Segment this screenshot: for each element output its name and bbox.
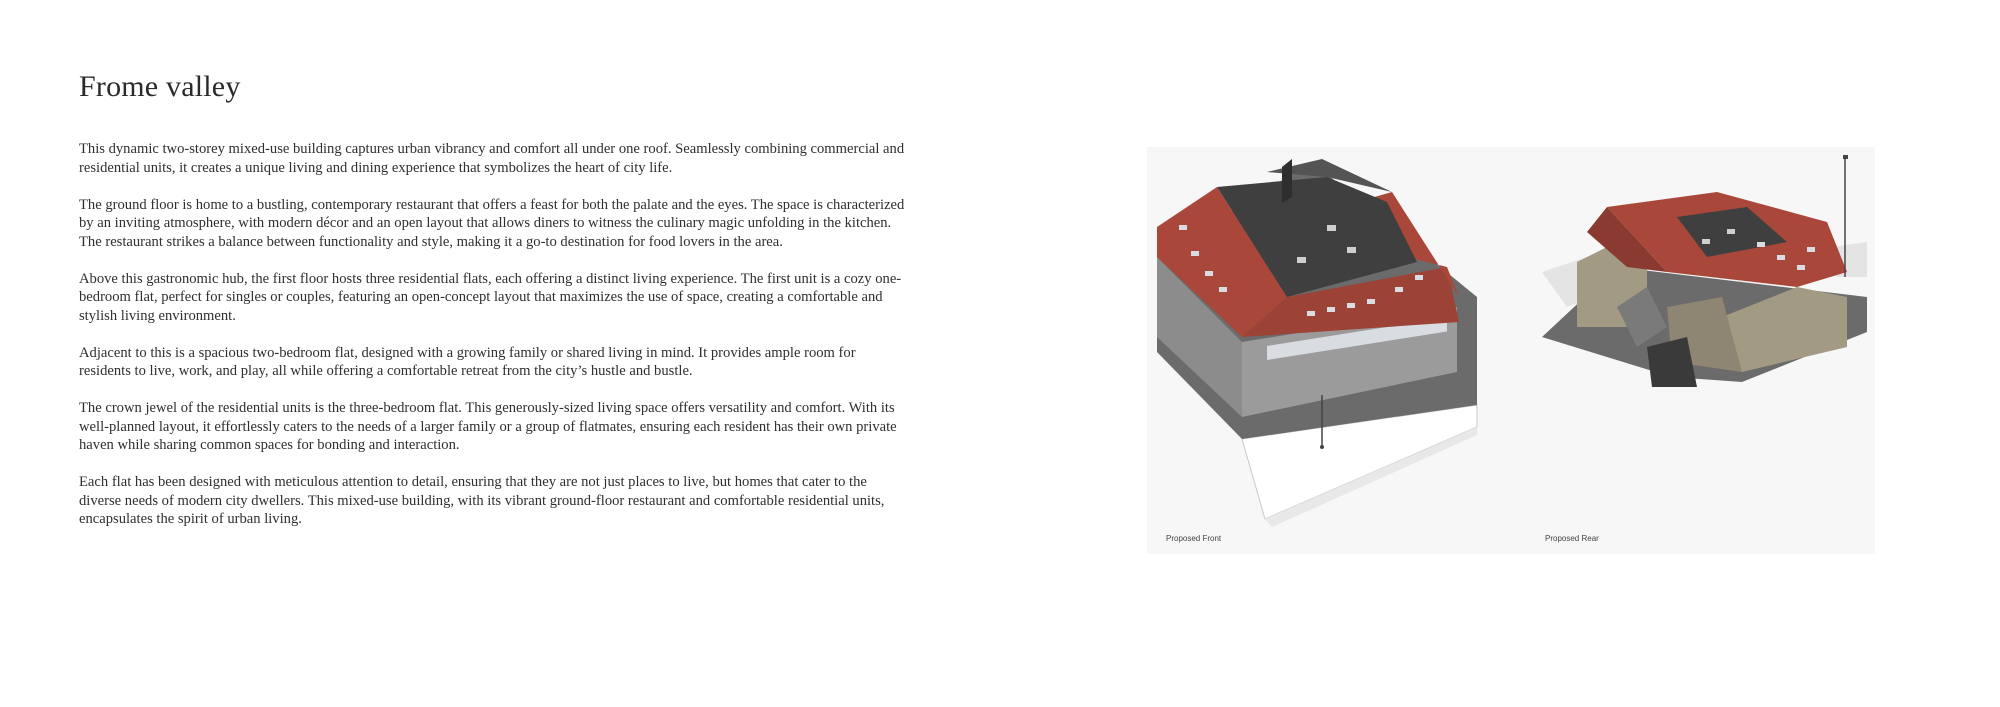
paragraph-two-bedroom: Adjacent to this is a spacious two-bedroom flat, designed with a growing family or shared living in mind. It provides ample room for residents to live, work, and play, all while offering a comfortable retreat from the city’s hustle and bustle. <box>79 344 856 379</box>
paragraph-three-bedroom: The crown jewel of the residential units is the three-bedroom flat. This generously-sized living space offers versatility and comfort. With its well-planned layout, it effortlessly caters to the needs of a larger family or a group of flatmates, ensuring each resident has their own private haven while sharing common spaces for bonding and interaction. <box>79 400 897 453</box>
paragraph-ground-floor: The ground floor is home to a bustling, contemporary restaurant that offers a feast for both the palate and the eyes. The space is characterized by an inviting atmosphere, with modern décor and an open layout that allows diners to witness the culinary magic unfolding in the kitchen. The restaurant strikes a balance between functionality and style, making it a go-to destination for food lovers in the area. <box>79 196 905 250</box>
building-renders-svg <box>1147 147 1875 554</box>
proposed-rear-render <box>1542 155 1867 387</box>
paragraph-first-floor: Above this gastronomic hub, the first floor hosts three residential flats, each offering a distinct living experience. The first unit is a cozy one-bedroom flat, perfect for singles or couples, featuring an open-concept layout that maximizes the use of space, creating a comfortable and stylish living environment. <box>79 270 902 324</box>
proposed-front-render <box>1157 159 1477 527</box>
body-text <box>79 140 909 547</box>
building-renders-panel <box>1147 147 1875 554</box>
caption-proposed-front: Proposed Front <box>1166 534 1222 543</box>
caption-proposed-rear: Proposed Rear <box>1545 534 1599 543</box>
front-chimney <box>1282 159 1292 203</box>
page-title: Frome valley <box>79 70 241 103</box>
paragraph-conclusion: Each flat has been designed with meticulous attention to detail, ensuring that they are not just places to live, but homes that cater to the diverse needs of modern city dwellers. This mixed-use building, with its vibrant ground-floor restaurant and comfortable residential units, encapsulates the spirit of urban living. <box>79 474 885 527</box>
paragraph-intro: This dynamic two-storey mixed-use building captures urban vibrancy and comfort all under one roof. Seamlessly combining commercial and residential units, it creates a unique living and dining experience that symbolizes the heart of city life. <box>79 141 905 176</box>
